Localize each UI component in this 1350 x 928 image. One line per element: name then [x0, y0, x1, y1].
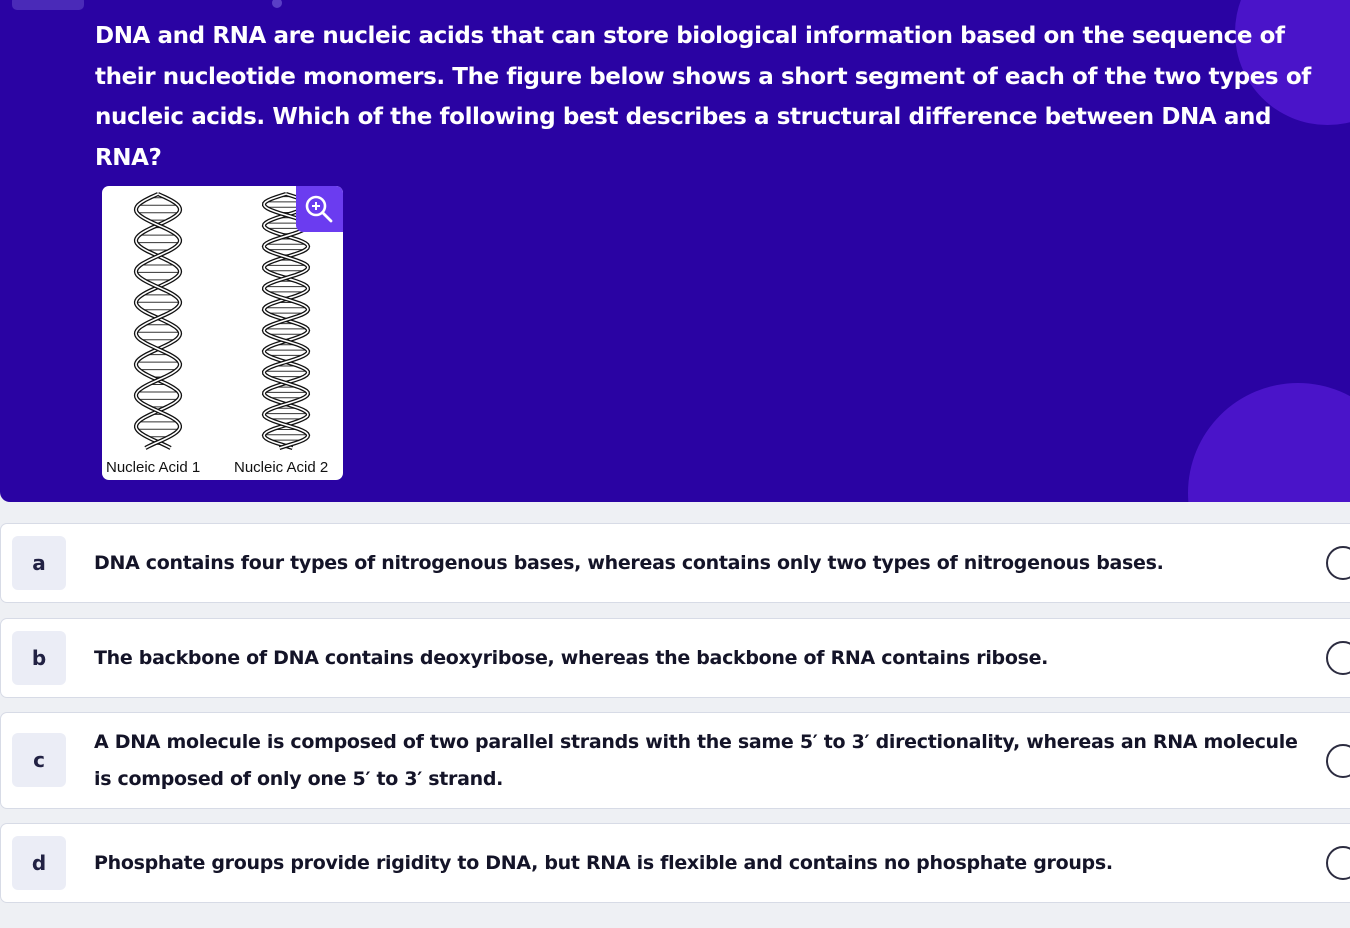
option-letter-d: d — [12, 836, 66, 890]
helix-nucleic-acid-2 — [264, 194, 308, 448]
top-tab-left[interactable] — [12, 0, 84, 10]
option-text-c: A DNA molecule is composed of two parallel strands with the same 5′ to 3′ directionality, whereas an RNA molecule is composed of only one 5′ to 3′ strand. — [94, 731, 1298, 790]
caption-nucleic-acid-1: Nucleic Acid 1 — [106, 459, 201, 476]
option-b[interactable] — [0, 618, 1350, 698]
option-letter-b: b — [12, 631, 66, 685]
radio-a[interactable] — [1326, 546, 1350, 580]
radio-c[interactable] — [1326, 744, 1350, 778]
option-text-b: The backbone of DNA contains deoxyribose, whereas the backbone of RNA contains ribose. — [94, 647, 1049, 669]
option-text-a: DNA contains four types of nitrogenous bases, whereas contains only two types of nitrogenous bases. — [94, 552, 1164, 574]
option-c[interactable] — [0, 712, 1350, 809]
option-letter-a: a — [12, 536, 66, 590]
caption-nucleic-acid-2: Nucleic Acid 2 — [234, 459, 329, 476]
option-d[interactable] — [0, 823, 1350, 903]
helix-nucleic-acid-1 — [136, 194, 180, 448]
radio-b[interactable] — [1326, 641, 1350, 675]
option-a[interactable] — [0, 523, 1350, 603]
top-indicator-dot — [272, 0, 282, 8]
option-letter-c: c — [12, 733, 66, 787]
option-text-d: Phosphate groups provide rigidity to DNA, but RNA is flexible and contains no phosphate groups. — [94, 852, 1113, 874]
question-text: DNA and RNA are nucleic acids that can store biological information based on the sequence of their nucleotide monomers. The figure below shows a short segment of each of the two types of nucleic acids. Which of the following best describes a structural difference between DNA and RNA? — [95, 23, 1311, 171]
decorative-circle-bottom — [1188, 383, 1350, 502]
radio-d[interactable] — [1326, 846, 1350, 880]
zoom-in-icon — [296, 186, 343, 232]
zoom-button[interactable] — [296, 186, 343, 232]
